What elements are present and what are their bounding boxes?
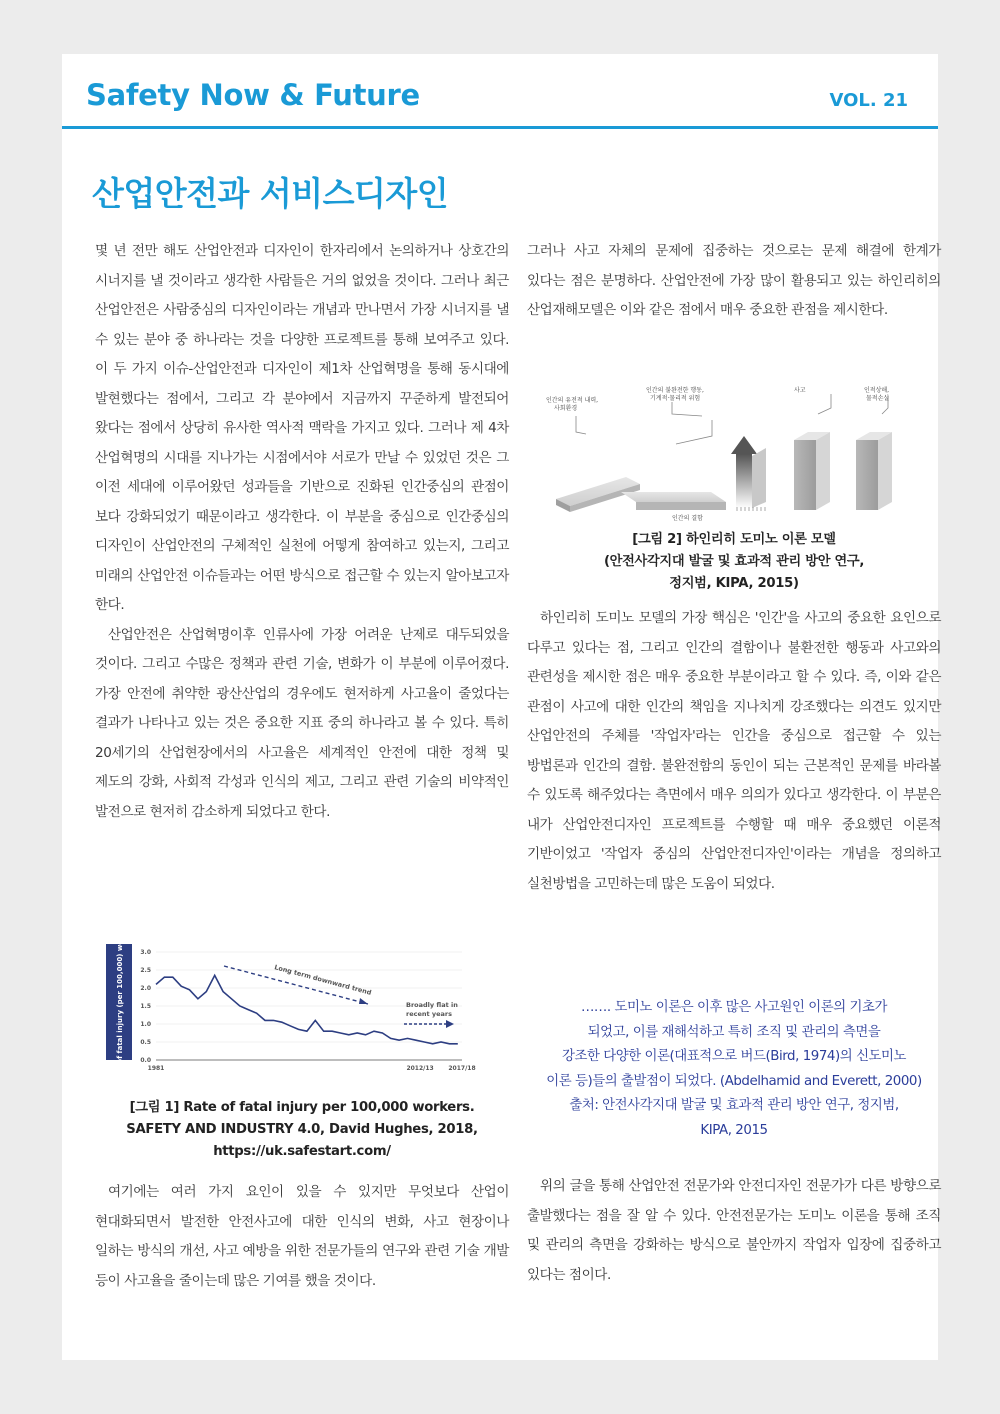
label-injury-1: 인적상해, bbox=[864, 387, 890, 394]
figure-1-caption bbox=[95, 1097, 509, 1163]
paragraph: 몇 년 전만 해도 산업안전과 디자인이 한자리에서 논의하거나 상호간의 시너지를 낼 것이라고 생각한 사람들은 거의 없었을 것이다. 그러나 최근 산업안전은 사람중심의 디자인이라는 개념과 만나면서 가장 시너지를 낼 수 있는 분야 중 하나라는 것을 다양한 프로젝트를 통해 보여주고 있다. 이 두 가지 이슈-산업안전과 디자인이 제1차 산업혁명을 통해 동시대에 발현했다는 점에서, 그리고 각 분야에서 지금까지 꾸준하게 발전되어 왔다는 점에서 상당히 유사한 역사적 맥락을 가지고 있다. 그러나 제 4차 산업혁명의 시대를 지나가는 시점에서야 서로가 만날 수 있었던 것은 그 이전 세대에 이루어왔던 성과들을 기반으로 진화된 인간중심의 관점이 보다 강화되었기 때문이라고 생각한다. 이 부분을 중심으로 인간중심의 디자인이 산업안전의 구체적인 실천에 어떻게 참여하고 있는지, 그리고 미래의 산업안전 이슈들과는 어떤 방식으로 접근할 수 있는지 알아보고자 한다. bbox=[95, 243, 509, 613]
y-axis-label: Rate of fatal injury (per 100,000) workers bbox=[116, 919, 124, 1085]
leader-line-1 bbox=[576, 416, 586, 434]
domino-3-dashed-base bbox=[736, 508, 766, 510]
y-tick-label: 2.5 bbox=[140, 967, 151, 974]
annotation-flat-2: recent years bbox=[406, 1010, 452, 1018]
paragraph: 위의 글을 통해 산업안전 전문가와 안전디자인 전문가가 다른 방향으로 출발했다는 점을 잘 알 수 있다. 안전전문가는 도미노 이론을 통해 조직 및 관리의 측면을 강화하는 방식으로 불안까지 작업자 입장에 집중하고 있다는 점이다. bbox=[527, 1178, 941, 1283]
volume-label: VOL. 21 bbox=[829, 90, 908, 111]
caption-line: SAFETY AND INDUSTRY 4.0, David Hughes, 2018, bbox=[126, 1122, 478, 1137]
label-accident: 사고 bbox=[794, 387, 806, 394]
leader-line-3 bbox=[676, 420, 712, 444]
caption-line: [그림 2] 하인리히 도미노 이론 모델 bbox=[632, 532, 836, 547]
label-unsafe-act-2: 기계적·물리적 위험 bbox=[650, 395, 701, 402]
quote-line: 이론 등)들의 출발점이 되었다. (Abdelhamid and Everett, 2000) bbox=[546, 1073, 922, 1089]
label-environment-2: 사회환경 bbox=[554, 405, 578, 412]
domino-5-front bbox=[856, 440, 878, 510]
fatal-injury-line-chart bbox=[106, 919, 476, 1085]
domino-5-side bbox=[878, 432, 892, 510]
label-defect: 인간의 결함 bbox=[672, 515, 703, 522]
y-tick-label: 0.5 bbox=[140, 1039, 151, 1046]
flat-arrow-head bbox=[446, 1020, 454, 1028]
y-tick-label: 2.0 bbox=[140, 985, 151, 992]
annotation-trend: Long term downward trend bbox=[273, 963, 373, 997]
quote-line: 출처: 안전사각지대 발굴 및 효과적 관리 방안 연구, 정지범, bbox=[569, 1098, 899, 1113]
caption-line: 정지범, KIPA, 2015) bbox=[669, 576, 799, 591]
label-unsafe-act-1: 인간의 불완전한 행동, bbox=[646, 387, 704, 394]
left-column-bottom bbox=[95, 1178, 509, 1296]
quote-line: ……. 도미노 이론은 이후 많은 사고원인 이론의 기초가 bbox=[580, 1000, 888, 1015]
annotation-flat-1: Broadly flat in bbox=[406, 1001, 458, 1009]
label-injury-2: 물적손실 bbox=[866, 395, 890, 402]
caption-line: https://uk.safestart.com/ bbox=[213, 1144, 391, 1159]
leader-line-2 bbox=[672, 402, 702, 416]
domino-3-side bbox=[752, 448, 766, 508]
quote-line: 되었고, 이를 재해석하고 특히 조직 및 관리의 측면을 bbox=[587, 1024, 881, 1040]
paragraph: 산업안전은 산업혁명이후 인류사에 가장 어려운 난제로 대두되었을 것이다. 그리고 수많은 정책과 관련 기술, 변화가 이 부분에 이루어졌다. 가장 안전에 취약한 광산산업의 경우에도 현저하게 사고율이 줄었다는 결과가 나타나고 있는 것은 중요한 지표 중의 하나라고 볼 수 있다. 특히 20세기의 산업현장에서의 사고율은 세계적인 안전에 대한 정책 및 제도의 강화, 사회적 각성과 인식의 제고, 그리고 관련 기술의 비약적인 발전으로 현저히 감소하게 되었다고 한다. bbox=[95, 626, 509, 820]
caption-line: [그림 1] Rate of fatal injury per 100,000 workers. bbox=[129, 1100, 475, 1115]
x-tick-label: 2017/18 bbox=[448, 1065, 476, 1072]
y-tick-label: 1.5 bbox=[140, 1003, 151, 1010]
heinrich-domino-diagram bbox=[526, 374, 910, 522]
x-tick-label: 2012/13 bbox=[406, 1065, 434, 1072]
page bbox=[62, 54, 941, 1360]
paragraph: 여기에는 여러 가지 요인이 있을 수 있지만 무엇보다 산업이 현대화되면서 발전한 안전사고에 대한 인식의 변화, 사고 현장이나 일하는 방식의 개선, 사고 예방을 위한 전문가들의 연구와 관련 기술 개발 등이 사고율을 줄이는데 많은 기여를 했을 것이다. bbox=[95, 1184, 509, 1289]
right-column-bottom bbox=[527, 1172, 941, 1290]
right-column-middle bbox=[527, 604, 941, 899]
domino-3-arrow-body bbox=[736, 454, 752, 508]
right-column-top bbox=[527, 237, 941, 326]
article-title: 산업안전과 서비스디자인 bbox=[92, 174, 449, 213]
paragraph: 그러나 사고 자체의 문제에 집중하는 것으로는 문제 해결에 한계가 있다는 점은 분명하다. 산업안전에 가장 많이 활용되고 있는 하인리히의 산업재해모델은 이와 같은 점에서 매우 중요한 관점을 제시한다. bbox=[527, 243, 941, 318]
paragraph: 하인리히 도미노 모델의 가장 핵심은 '인간'을 사고의 중요한 요인으로 다루고 있다는 점, 그리고 인간의 결함이나 불환전한 행동과 사고와의 관련성을 제시한 점은 매우 중요한 부분이라고 할 수 있다. 즉, 이와 같은 관점이 사고에 대한 인간의 책임을 지나치게 강조했다는 의견도 있지만 산업안전의 주체를 '작업자'라는 인간을 중심으로 접근할 수 있는 방법론과 인간의 결함. 불완전함의 동인이 되는 근본적인 문제를 바라볼 수 있도록 해주었다는 측면에서 매우 의의가 있다고 생각한다. 이 부분은 내가 산업안전디자인 프로젝트를 수행할 때 매우 중요했던 이론적 기반이었고 '작업자 중심의 산업안전디자인'이라는 개념을 정의하고 실천방법을 고민하는데 많은 도움이 되었다. bbox=[527, 610, 941, 892]
trend-arrow-head bbox=[359, 998, 368, 1004]
domino-4-side bbox=[816, 432, 830, 510]
y-tick-label: 0.0 bbox=[140, 1057, 151, 1064]
magazine-title: Safety Now & Future bbox=[86, 78, 420, 112]
x-tick-label: 1981 bbox=[147, 1065, 165, 1072]
y-tick-label: 1.0 bbox=[140, 1021, 151, 1028]
domino-2-front bbox=[636, 502, 726, 510]
domino-2-top bbox=[621, 492, 726, 502]
leader-line-4 bbox=[818, 394, 831, 414]
caption-line: (안전사각지대 발굴 및 효과적 관리 방안 연구, bbox=[603, 554, 865, 569]
quote-line: KIPA, 2015 bbox=[700, 1122, 768, 1138]
domino-3-arrow-head bbox=[731, 436, 757, 454]
figure-2-caption bbox=[527, 529, 941, 595]
header bbox=[62, 54, 938, 129]
figure-2-domino-diagram bbox=[526, 374, 910, 522]
figure-1-chart bbox=[106, 919, 476, 1085]
left-column bbox=[95, 237, 509, 827]
label-environment-1: 인간의 유전적 내력, bbox=[546, 397, 599, 404]
quote-block bbox=[527, 996, 941, 1143]
quote-line: 강조한 다양한 이론(대표적으로 버드(Bird, 1974)의 신도미노 bbox=[561, 1049, 907, 1064]
domino-4-front bbox=[794, 440, 816, 510]
y-tick-label: 3.0 bbox=[140, 949, 151, 956]
